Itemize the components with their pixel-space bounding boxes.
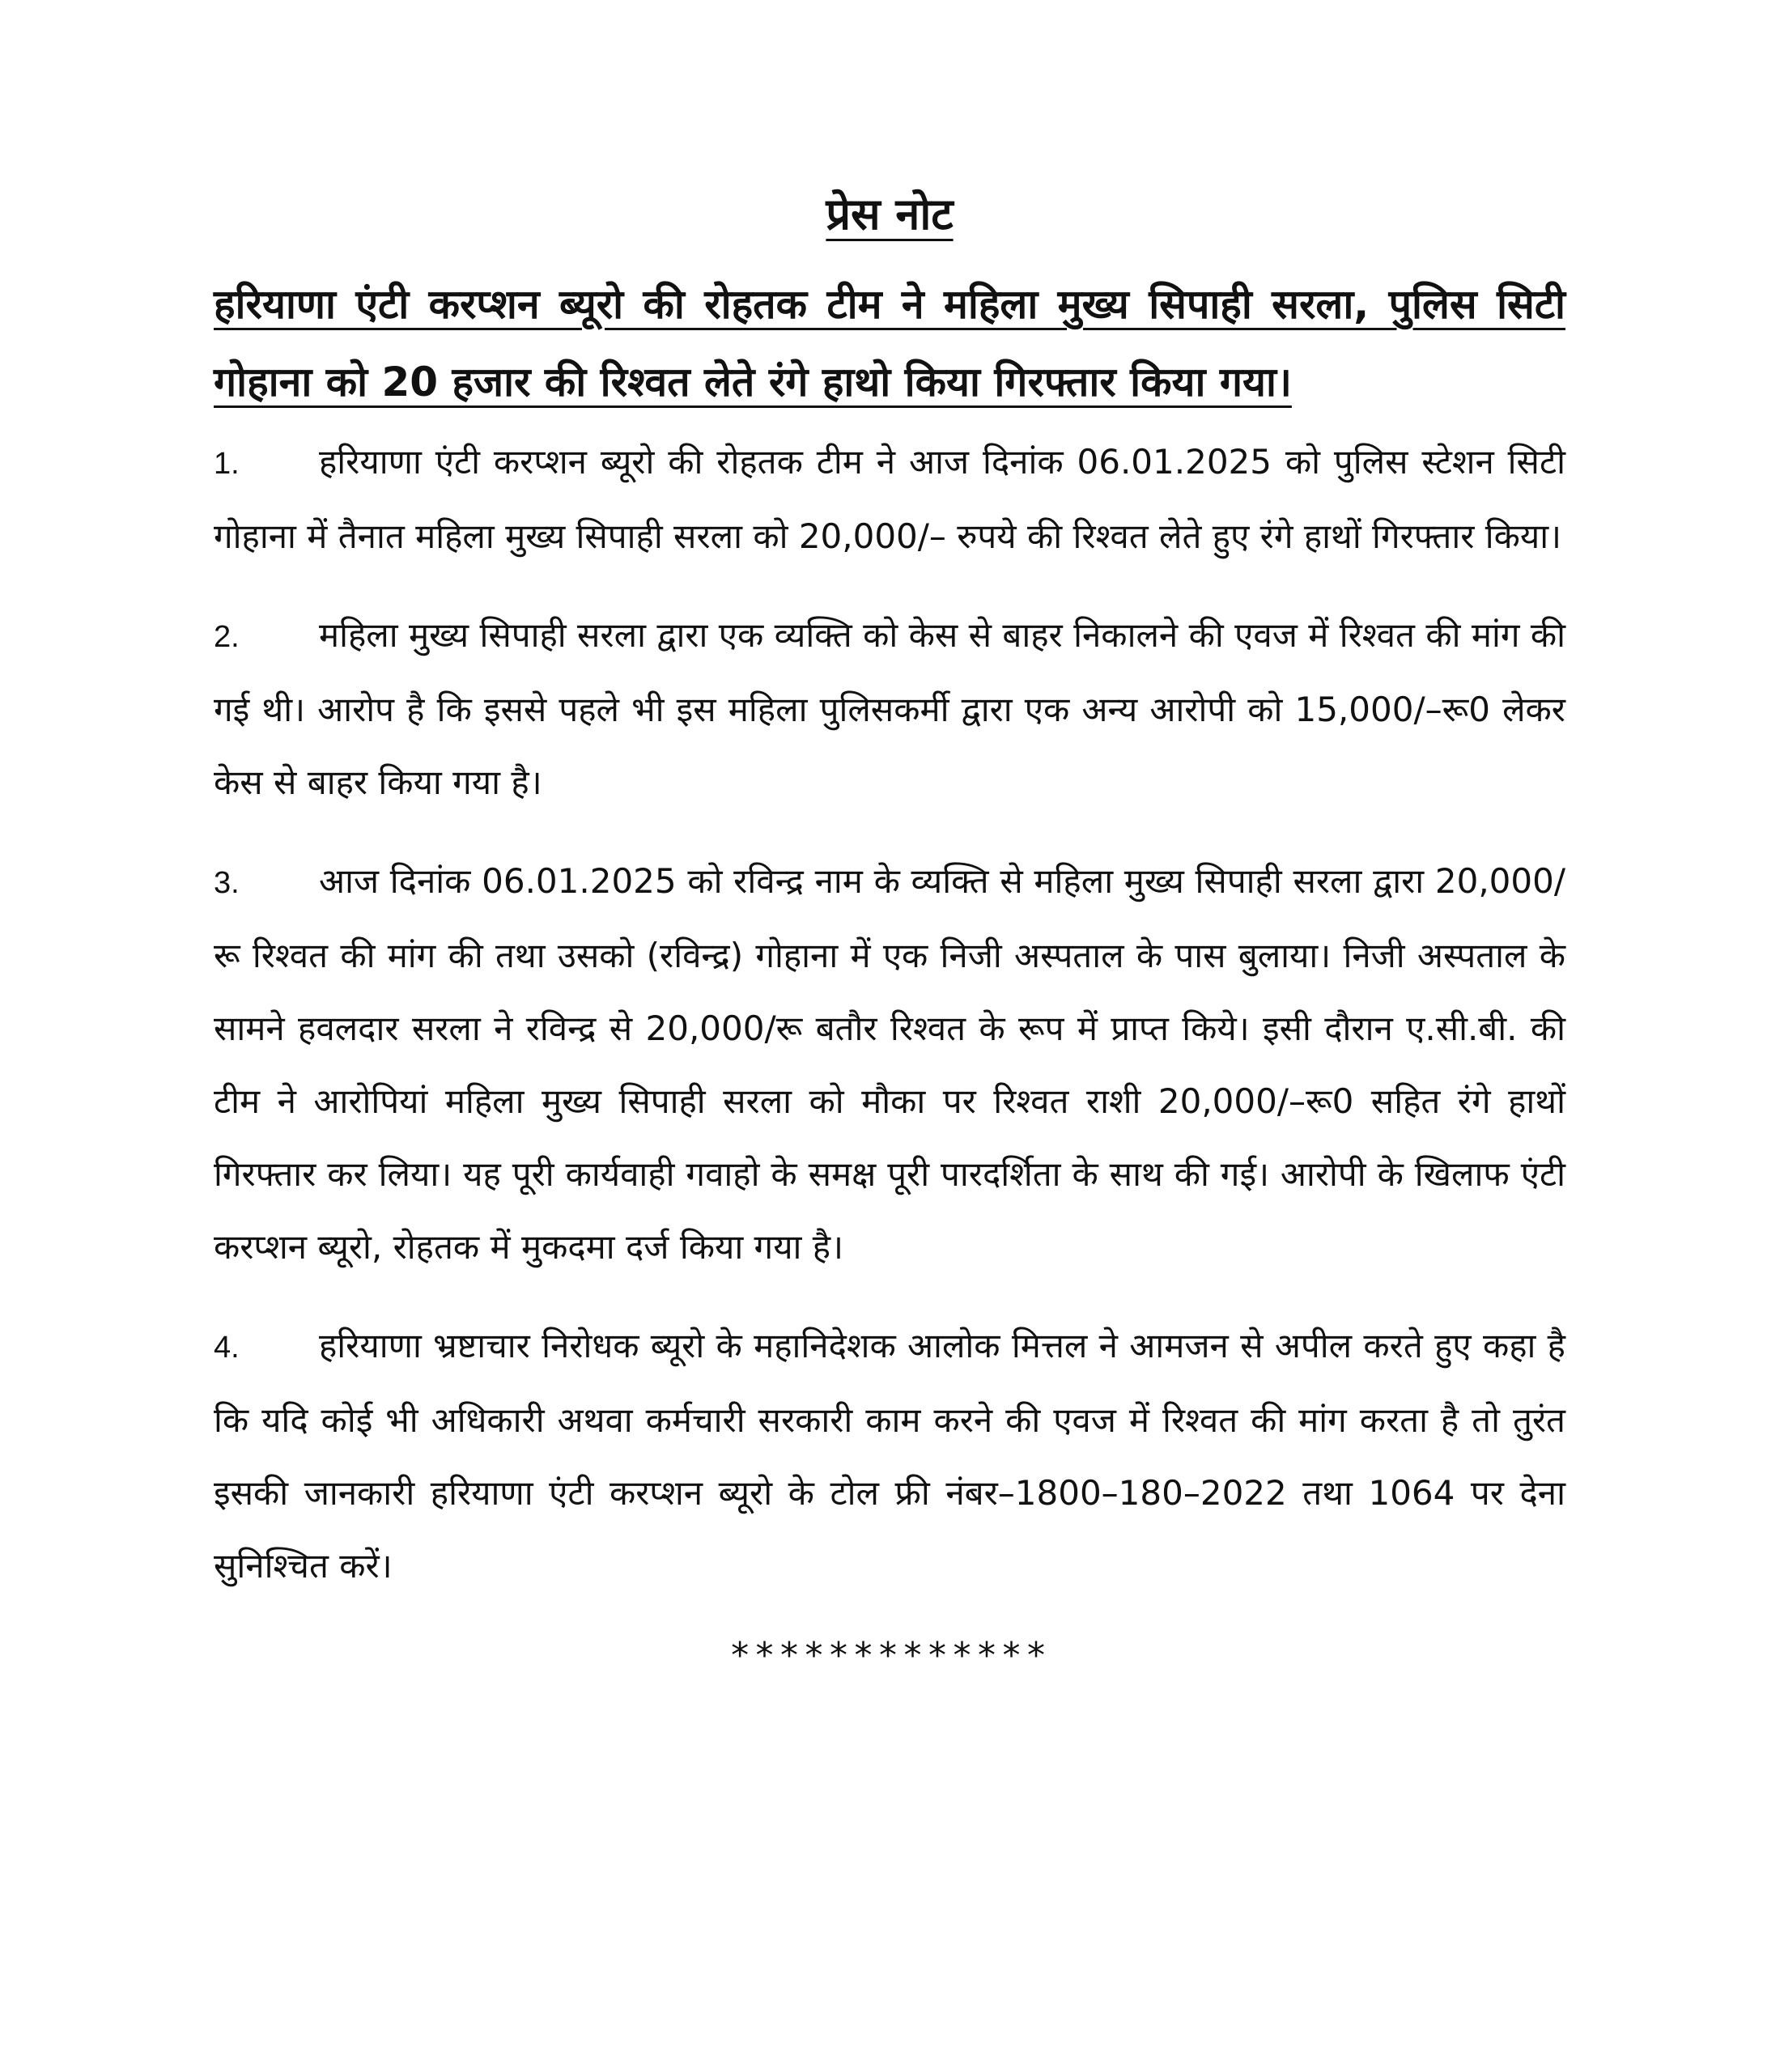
- paragraph-text: आज दिनांक 06.01.2025 को रविन्द्र नाम के व्यक्ति से महिला मुख्य सिपाही सरला द्वारा 20,000/रू रिश्वत की मांग की तथा उसको (रविन्द्र) गोहाना में एक निजी अस्पताल के पास बुलाया। निजी अस्पताल के सामने हवलदार सरला ने रविन्द्र से 20,000/रू बतौर रिश्वत के रूप में प्राप्त किये। इसी दौरान ए.सी.बी. की टीम ने आरोपियां महिला मुख्य सिपाही सरला को मौका पर रिश्वत राशी 20,000/–रू0 सहित रंगे हाथों गिरफ्तार कर लिया। यह पूरी कार्यवाही गवाहो के समक्ष पूरी पारदर्शिता के साथ की गई। आरोपी के खिलाफ एंटी करप्शन ब्यूरो, रोहतक में मुकदमा दर्ज किया गया है।: [214, 861, 1565, 1267]
- press-note-page: [214, 178, 1565, 1676]
- paragraph-1: [214, 426, 1565, 573]
- paragraph-text: हरियाणा भ्रष्टाचार निरोधक ब्यूरो के महानिदेशक आलोक मित्तल ने आमजन से अपील करते हुए कहा है कि यदि कोई भी अधिकारी अथवा कर्मचारी सरकारी काम करने की एवज में रिश्वत की मांग करता है तो तुरंत इसकी जानकारी हरियाणा एंटी करप्शन ब्यूरो के टोल फ्री नंबर–1800–180–2022 तथा 1064 पर देना सुनिश्चित करें।: [214, 1326, 1565, 1586]
- paragraph-number: 2.: [214, 620, 240, 654]
- paragraph-text: हरियाणा एंटी करप्शन ब्यूरो की रोहतक टीम ने आज दिनांक 06.01.2025 को पुलिस स्टेशन सिटी गोहाना में तैनात महिला मुख्य सिपाही सरला को 20,000/– रुपये की रिश्वत लेते हुए रंगे हाथों गिरफ्तार किया।: [214, 442, 1565, 556]
- footer-separator: *************: [728, 1635, 1051, 1676]
- paragraph-number: 4.: [214, 1331, 240, 1365]
- page-title: प्रेस नोट: [826, 189, 954, 240]
- headline: हरियाणा एंटी करप्शन ब्यूरो की रोहतक टीम ने महिला मुख्य सिपाही सरला, पुलिस सिटी गोहाना को 20 हजार की रिश्वत लेते रंगे हाथो किया गिरफ्तार किया गया।: [214, 281, 1565, 405]
- paragraph-text: महिला मुख्य सिपाही सरला द्वारा एक व्यक्ति को केस से बाहर निकालने की एवज में रिश्वत की मांग की गई थी। आरोप है कि इससे पहले भी इस महिला पुलिसकर्मी द्वारा एक अन्य आरोपी को 15,000/–रू0 लेकर केस से बाहर किया गया है।: [214, 615, 1565, 802]
- paragraph-number: 3.: [214, 866, 240, 900]
- paragraph-2: [214, 599, 1565, 819]
- paragraph-4: [214, 1310, 1565, 1603]
- paragraph-number: 1.: [214, 447, 240, 481]
- paragraph-3: [214, 845, 1565, 1284]
